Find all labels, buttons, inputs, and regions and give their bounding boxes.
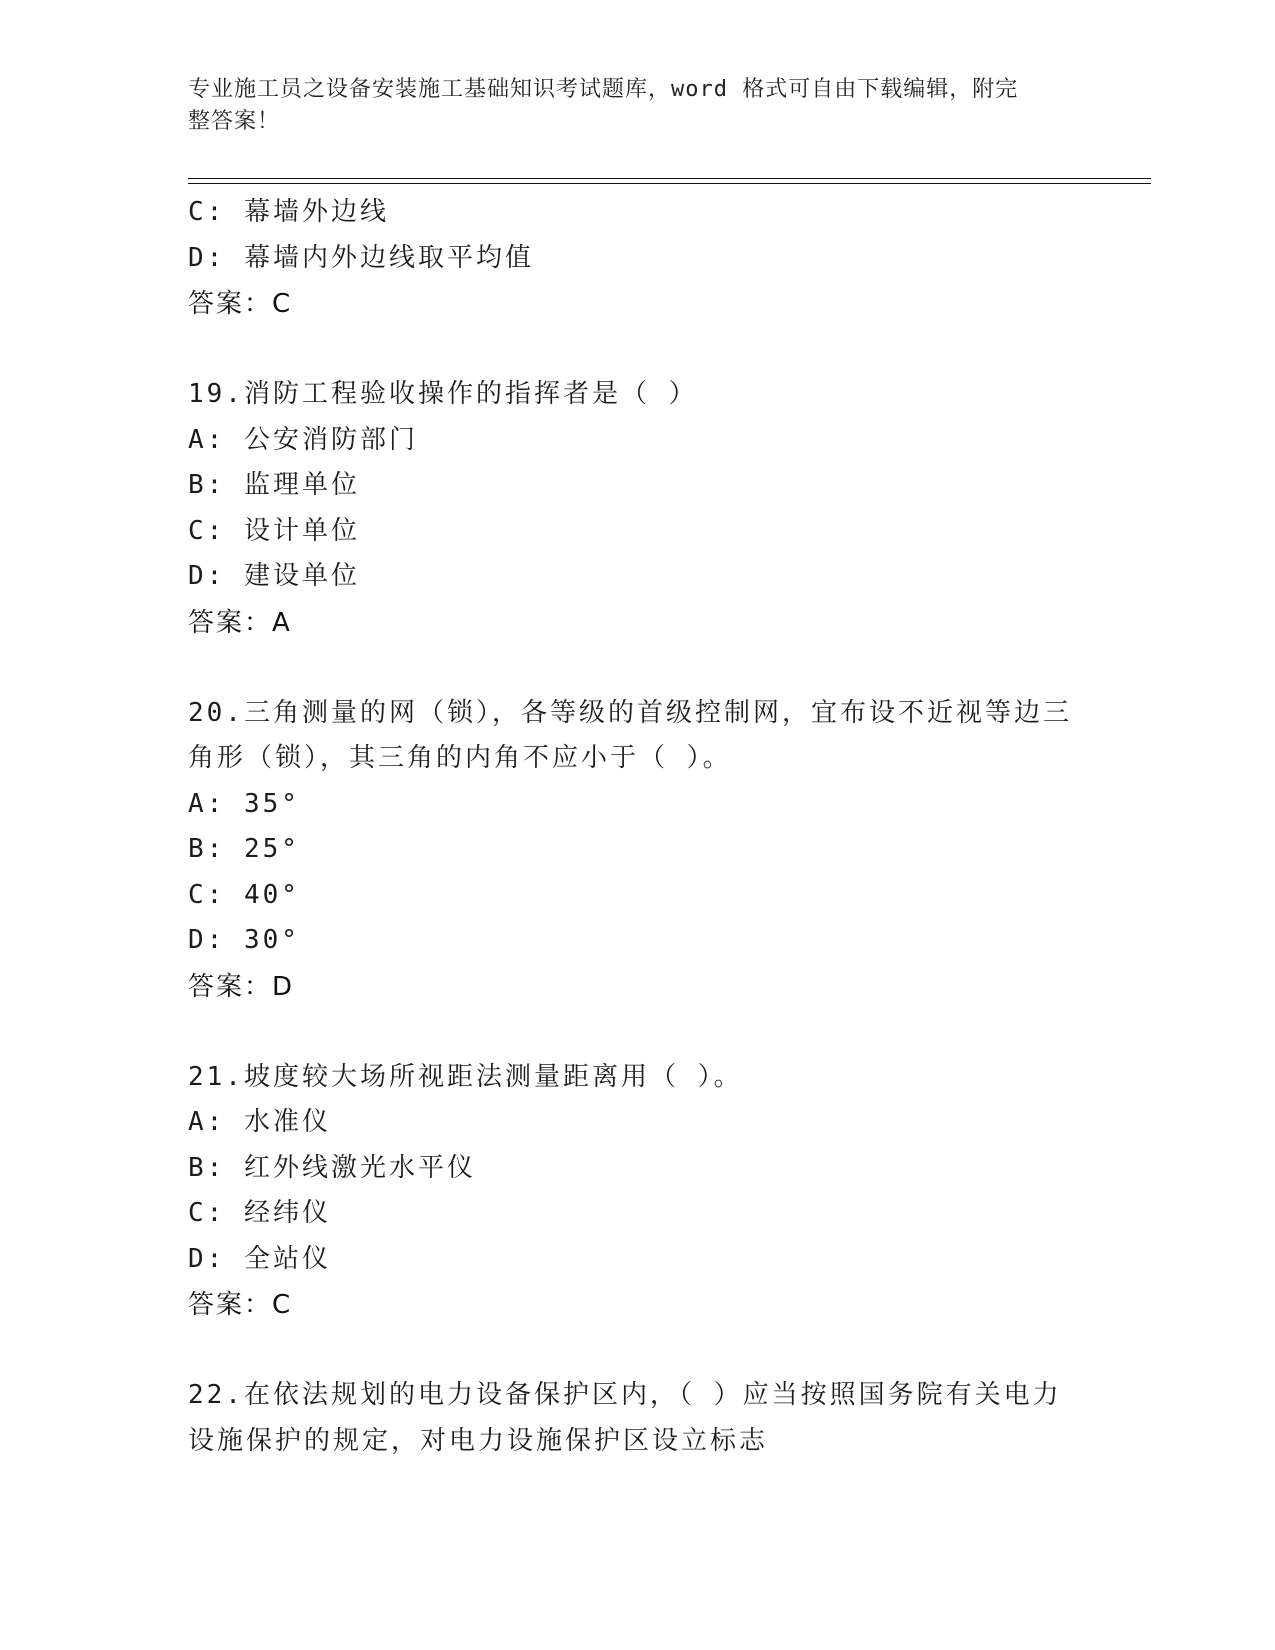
option-text: 30°: [243, 925, 300, 955]
header-title-line-2: 整答案！: [188, 109, 281, 134]
option-c: [188, 1191, 1088, 1237]
option-label: C:: [188, 879, 226, 910]
question-stem: 19.消防工程验收操作的指挥者是（ ）: [188, 379, 698, 409]
answer-value: A: [272, 607, 291, 638]
answer-line: [188, 1282, 1088, 1328]
question-content: [188, 190, 1088, 1464]
answer-label: 答案：: [188, 289, 273, 319]
option-a: [188, 418, 1088, 464]
answer-line: [188, 964, 1088, 1010]
option-label: D:: [188, 1243, 226, 1274]
answer-value: C: [272, 1290, 292, 1320]
option-text: 幕墙外边线: [243, 197, 389, 227]
option-label: B:: [188, 1152, 226, 1183]
option-text: 35°: [243, 788, 300, 819]
question-stem-continued: 角形（锁），其三角的内角不应小于（ ）。: [188, 743, 732, 773]
option-text: 经纬仪: [243, 1198, 331, 1228]
option-label: C:: [188, 197, 226, 227]
answer-line: [188, 281, 1088, 327]
question-20: [188, 691, 1088, 1010]
question-stem-continued: 设施保护的规定，对电力设施保护区设立标志: [188, 1425, 769, 1456]
option-text: 红外线激光水平仪: [243, 1152, 476, 1183]
option-text: 幕墙内外边线取平均值: [243, 242, 534, 273]
option-text: 设计单位: [243, 515, 360, 546]
option-d: [188, 554, 1088, 600]
option-text: 40°: [243, 879, 300, 910]
option-text: 25°: [243, 834, 300, 864]
option-a: [188, 1100, 1088, 1146]
question-stem: 22.在依法规划的电力设备保护区内，（ ）应当按照国务院有关电力: [188, 1380, 1062, 1410]
option-c: [188, 509, 1088, 555]
option-b: [188, 463, 1088, 509]
question-22: [188, 1373, 1088, 1464]
option-d: [188, 918, 1088, 964]
option-b: [188, 1146, 1088, 1192]
answer-value: C: [272, 289, 292, 319]
header-title-line-1: 专业施工员之设备安装施工基础知识考试题库，word 格式可自由下载编辑，附完: [188, 77, 1019, 102]
option-label: D:: [188, 561, 226, 591]
answer-line: [188, 600, 1088, 646]
option-label: A:: [188, 788, 226, 819]
option-d: [188, 236, 1088, 282]
option-text: 公安消防部门: [243, 424, 418, 455]
document-header: [188, 74, 1068, 138]
question-stem: 21.坡度较大场所视距法测量距离用（ ）。: [188, 1061, 743, 1092]
answer-value: D: [272, 971, 294, 1002]
option-label: A:: [188, 424, 226, 455]
question-stem: 20.三角测量的网（锁），各等级的首级控制网，宜布设不近视等边三: [188, 697, 1072, 728]
question-21: [188, 1055, 1088, 1329]
option-d: [188, 1237, 1088, 1283]
option-label: A:: [188, 1107, 226, 1137]
option-label: D:: [188, 242, 226, 273]
question-19: [188, 372, 1088, 646]
header-rule-bottom: [188, 183, 1151, 184]
previous-question-tail: [188, 190, 1088, 327]
option-text: 水准仪: [243, 1107, 331, 1137]
option-text: 建设单位: [243, 561, 360, 591]
option-b: [188, 827, 1088, 873]
option-label: C:: [188, 515, 226, 546]
option-c: [188, 873, 1088, 919]
header-rule-top: [188, 178, 1151, 179]
option-text: 全站仪: [243, 1243, 331, 1274]
option-label: C:: [188, 1198, 226, 1228]
option-label: B:: [188, 834, 226, 864]
option-text: 监理单位: [243, 470, 360, 500]
option-a: [188, 782, 1088, 828]
answer-label: 答案：: [188, 971, 273, 1002]
option-c: [188, 190, 1088, 236]
option-label: B:: [188, 470, 226, 500]
option-label: D:: [188, 925, 226, 955]
answer-label: 答案：: [188, 1290, 273, 1320]
answer-label: 答案：: [188, 607, 273, 638]
